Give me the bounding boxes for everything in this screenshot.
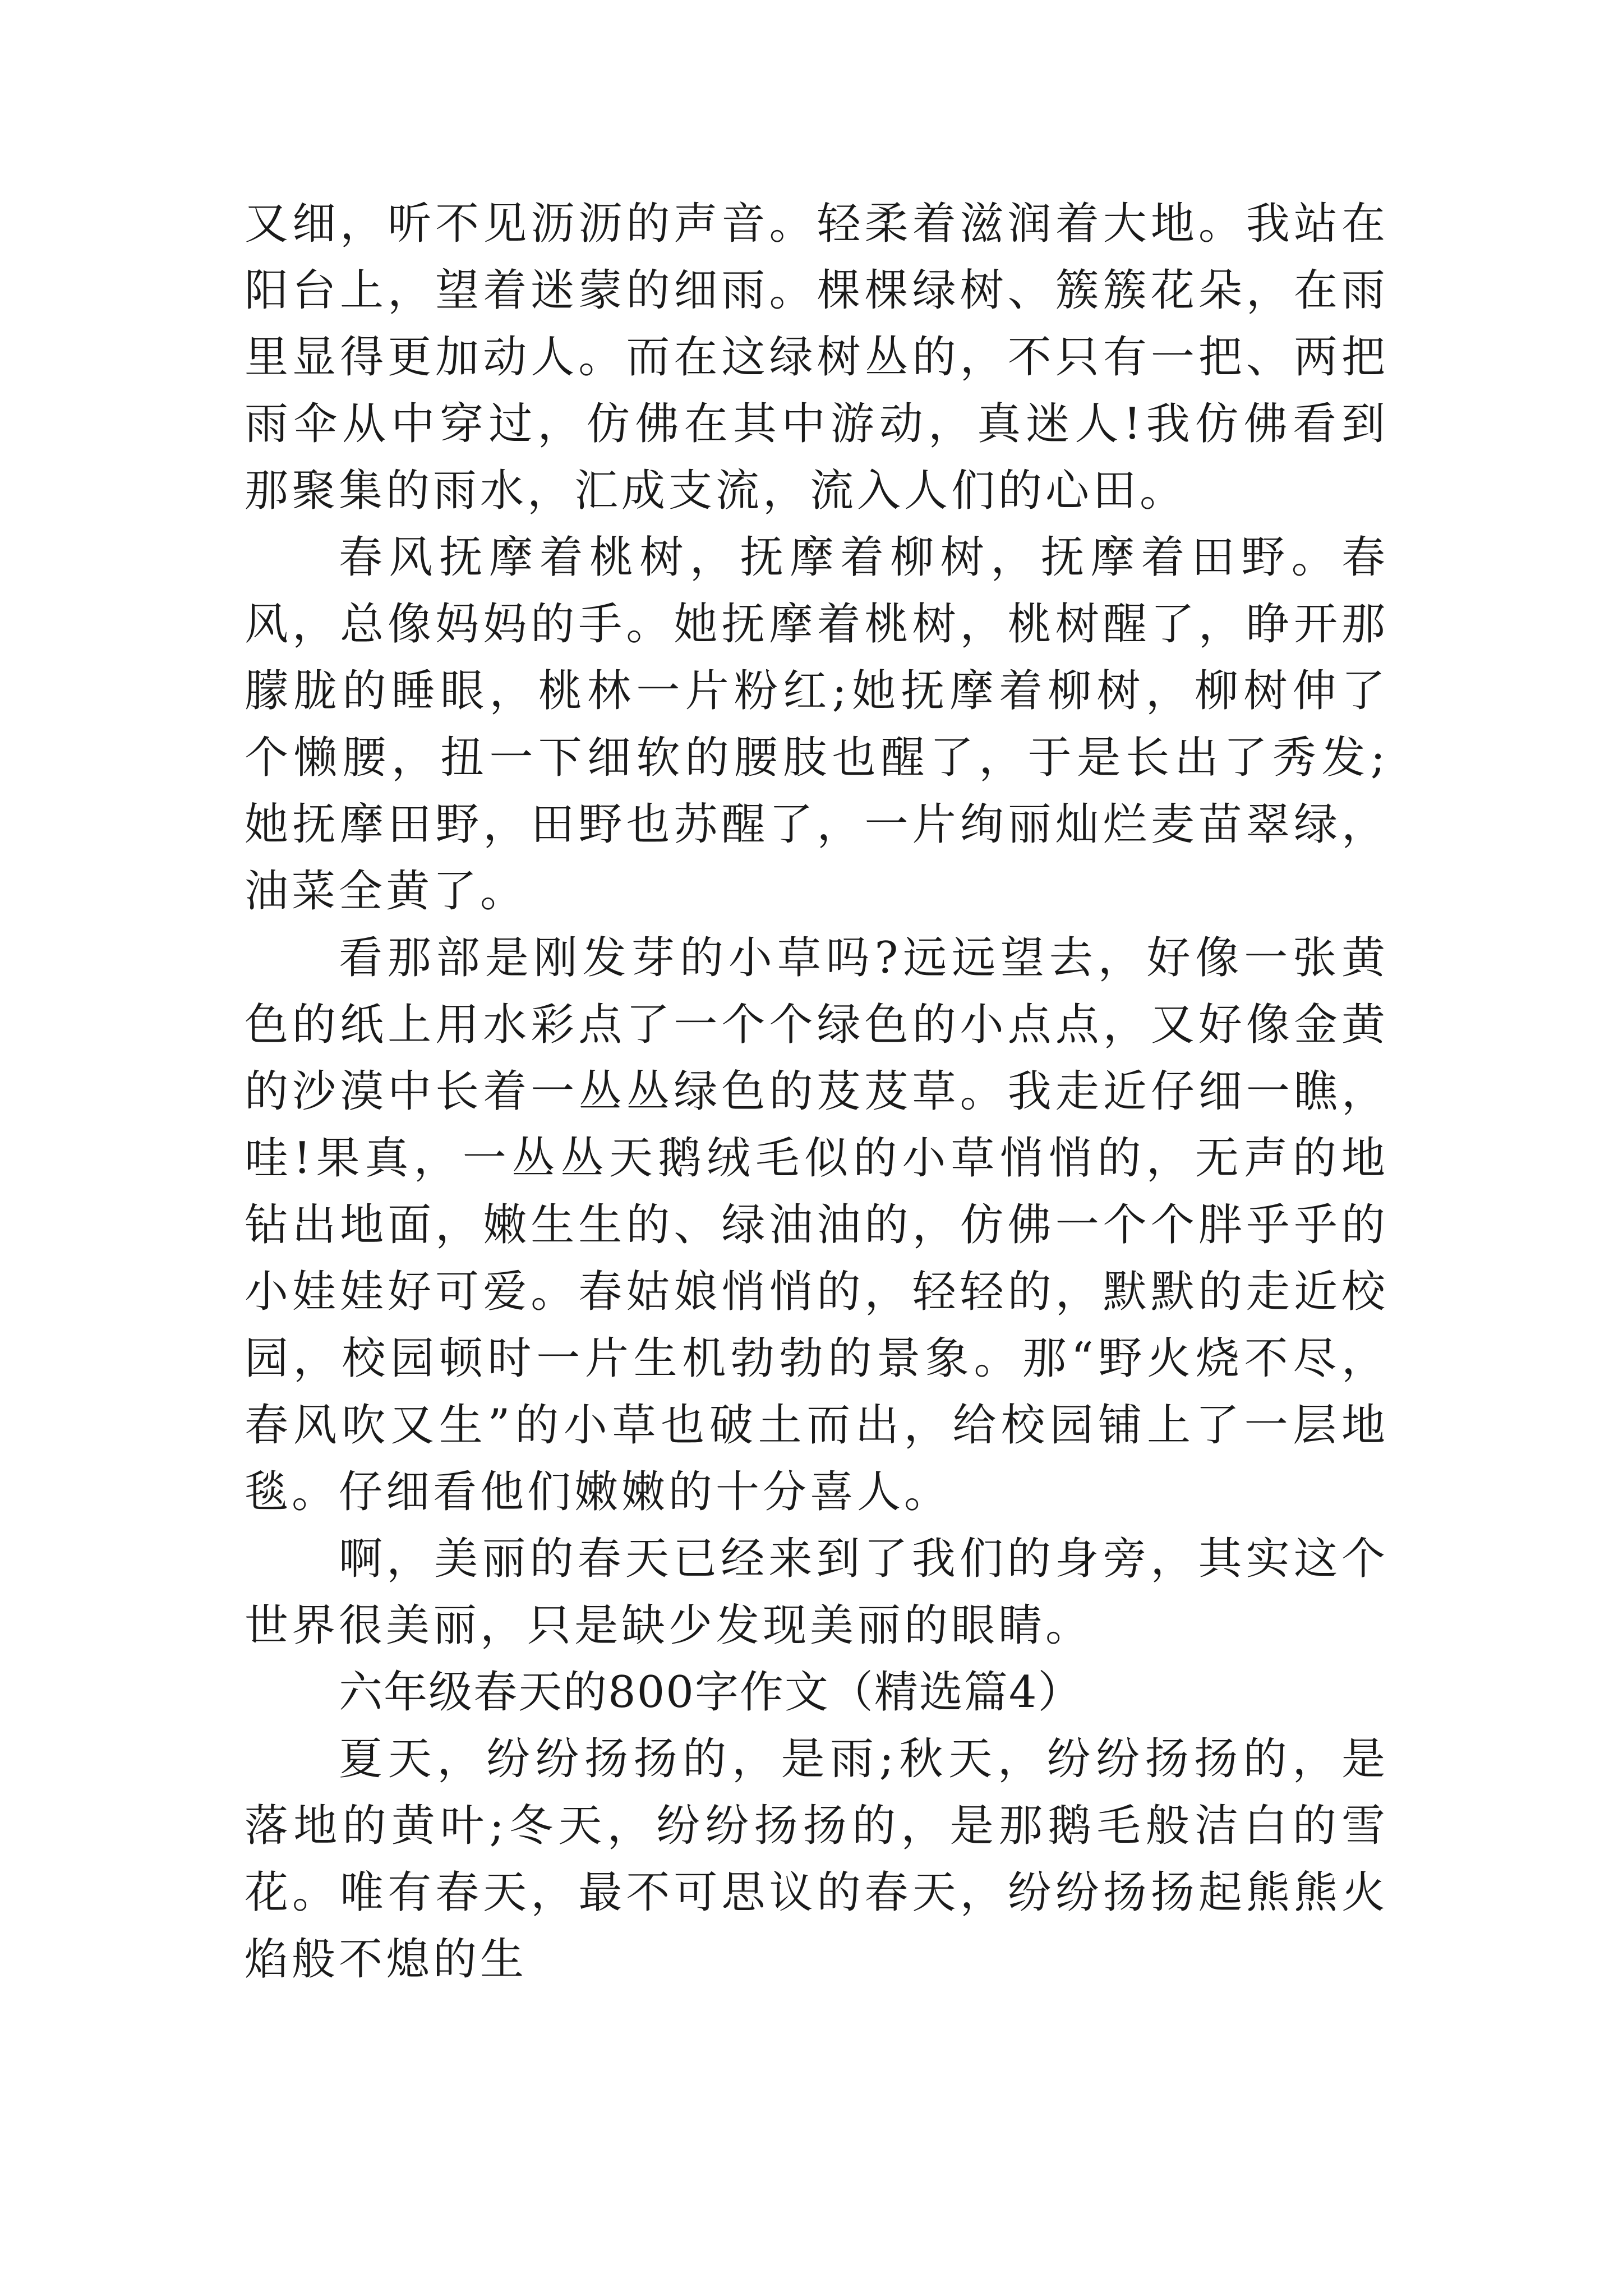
section-heading: 六年级春天的800字作文（精选篇4）	[339, 1667, 1083, 1718]
paragraph-4: 啊，美丽的春天已经来到了我们的身旁，其实这个世界很美丽，只是缺少发现美丽的眼睛。	[245, 1534, 1389, 1651]
paragraph-1: 又细，听不见沥沥的声音。轻柔着滋润着大地。我站在阳台上，望着迷蒙的细雨。棵棵绿树、簇簇花朵，在雨里显得更加动人。而在这绿树丛的，不只有一把、两把雨伞从中穿过，仿佛在其中游动，真迷人!我仿佛看到那聚集的雨水，汇成支流，流入人们的心田。	[245, 199, 1389, 516]
paragraph-3: 看那部是刚发芽的小草吗?远远望去，好像一张黄色的纸上用水彩点了一个个绿色的小点点，又好像金黄的沙漠中长着一丛丛绿色的芨芨草。我走近仔细一瞧，哇!果真，一丛丛天鹅绒毛似的小草悄悄的，无声的地钻出地面，嫩生生的、绿油油的，仿佛一个个胖乎乎的小娃娃好可爱。春姑娘悄悄的，轻轻的，默默的走近校园，校园顿时一片生机勃勃的景象。那“野火烧不尽，春风吹又生”的小草也破土而出，给校园铺上了一层地毯。仔细看他们嫩嫩的十分喜人。	[245, 933, 1389, 1517]
paragraph-5: 夏天，纷纷扬扬的，是雨;秋天，纷纷扬扬的，是落地的黄叶;冬天，纷纷扬扬的，是那鹅毛般洁白的雪花。唯有春天，最不可思议的春天，纷纷扬扬起熊熊火焰般不熄的生	[245, 1734, 1389, 1985]
document-body	[245, 191, 1389, 1993]
paragraph-2: 春风抚摩着桃树，抚摩着柳树，抚摩着田野。春风，总像妈妈的手。她抚摩着桃树，桃树醒了，睁开那朦胧的睡眼，桃林一片粉红;她抚摩着柳树，柳树伸了个懒腰，扭一下细软的腰肢也醒了，于是长出了秀发;她抚摩田野，田野也苏醒了，一片绚丽灿烂麦苗翠绿，油菜全黄了。	[245, 532, 1389, 917]
